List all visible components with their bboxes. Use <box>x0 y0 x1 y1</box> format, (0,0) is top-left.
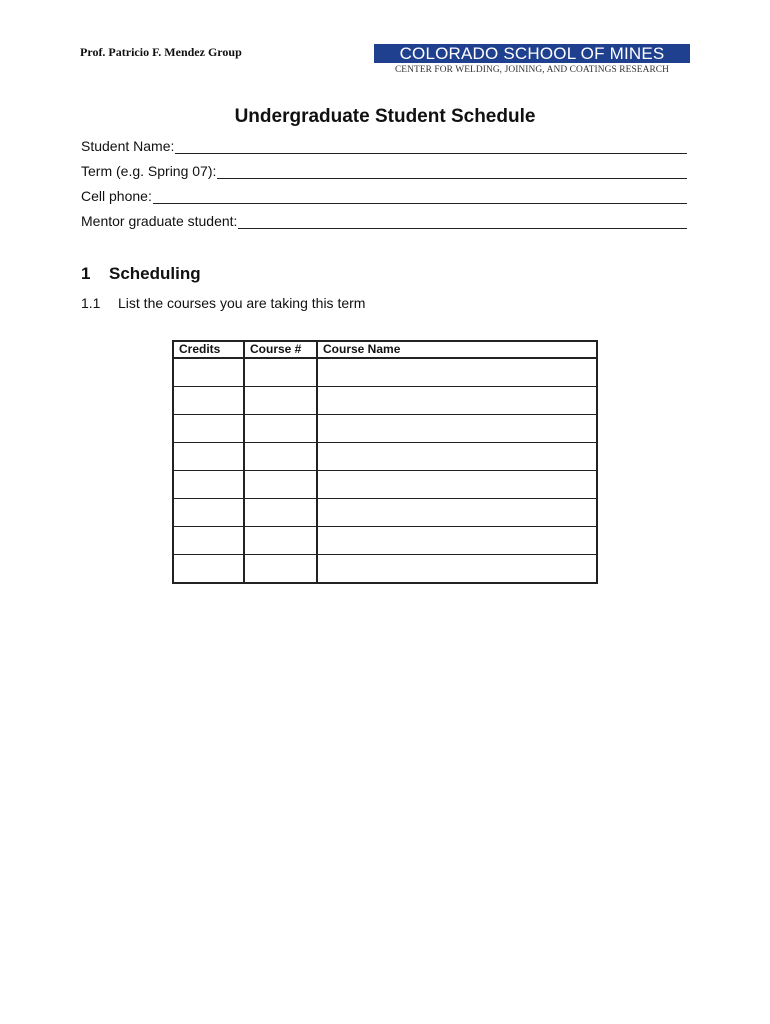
term-field[interactable] <box>81 163 687 179</box>
cell-phone-field[interactable] <box>81 188 687 204</box>
course-name-cell[interactable] <box>317 471 597 499</box>
cell-phone-label: Cell phone: <box>81 188 152 204</box>
credits-cell[interactable] <box>173 387 244 415</box>
credits-cell[interactable] <box>173 415 244 443</box>
table-row <box>173 527 597 555</box>
logo-subtitle: CENTER FOR WELDING, JOINING, AND COATINGS RESEARCH <box>394 65 670 75</box>
table-row <box>173 471 597 499</box>
course-number-cell[interactable] <box>244 358 317 387</box>
institution-logo <box>374 44 690 63</box>
credits-header: Credits <box>173 341 244 358</box>
course-number-cell[interactable] <box>244 443 317 471</box>
credits-cell[interactable] <box>173 555 244 584</box>
table-body <box>173 358 597 583</box>
credits-cell[interactable] <box>173 358 244 387</box>
course-number-header: Course # <box>244 341 317 358</box>
course-number-cell[interactable] <box>244 415 317 443</box>
section-heading <box>81 264 201 284</box>
mentor-label: Mentor graduate student: <box>81 213 238 229</box>
course-number-cell[interactable] <box>244 555 317 584</box>
table-row <box>173 499 597 527</box>
course-name-cell[interactable] <box>317 358 597 387</box>
table-row <box>173 358 597 387</box>
course-name-header: Course Name <box>317 341 597 358</box>
course-name-cell[interactable] <box>317 443 597 471</box>
student-name-field[interactable] <box>81 138 687 154</box>
course-name-cell[interactable] <box>317 387 597 415</box>
table-row <box>173 415 597 443</box>
term-blank[interactable] <box>217 165 687 179</box>
logo-title: COLORADO SCHOOL OF MINES <box>399 43 665 63</box>
table-header-row <box>173 341 597 358</box>
course-name-cell[interactable] <box>317 415 597 443</box>
section-number: 1 <box>81 264 91 283</box>
subsection-text: List the courses you are taking this term <box>118 295 366 311</box>
course-name-cell[interactable] <box>317 499 597 527</box>
group-name: Prof. Patricio F. Mendez Group <box>80 45 242 59</box>
subsection-heading <box>81 295 365 311</box>
section-title: Scheduling <box>109 264 201 283</box>
table-row <box>173 555 597 584</box>
mentor-blank[interactable] <box>238 215 687 229</box>
mentor-field[interactable] <box>81 213 687 229</box>
credits-cell[interactable] <box>173 471 244 499</box>
course-number-cell[interactable] <box>244 499 317 527</box>
course-name-cell[interactable] <box>317 555 597 584</box>
course-schedule-table <box>172 340 598 584</box>
term-label: Term (e.g. Spring 07): <box>81 163 217 179</box>
student-name-label: Student Name: <box>81 138 175 154</box>
table-row <box>173 443 597 471</box>
student-name-blank[interactable] <box>175 140 687 154</box>
cell-phone-blank[interactable] <box>153 190 687 204</box>
document-title: Undergraduate Student Schedule <box>234 106 536 127</box>
credits-cell[interactable] <box>173 527 244 555</box>
course-number-cell[interactable] <box>244 527 317 555</box>
credits-cell[interactable] <box>173 499 244 527</box>
course-name-cell[interactable] <box>317 527 597 555</box>
subsection-number: 1.1 <box>81 295 101 311</box>
course-number-cell[interactable] <box>244 471 317 499</box>
credits-cell[interactable] <box>173 443 244 471</box>
course-number-cell[interactable] <box>244 387 317 415</box>
table-row <box>173 387 597 415</box>
